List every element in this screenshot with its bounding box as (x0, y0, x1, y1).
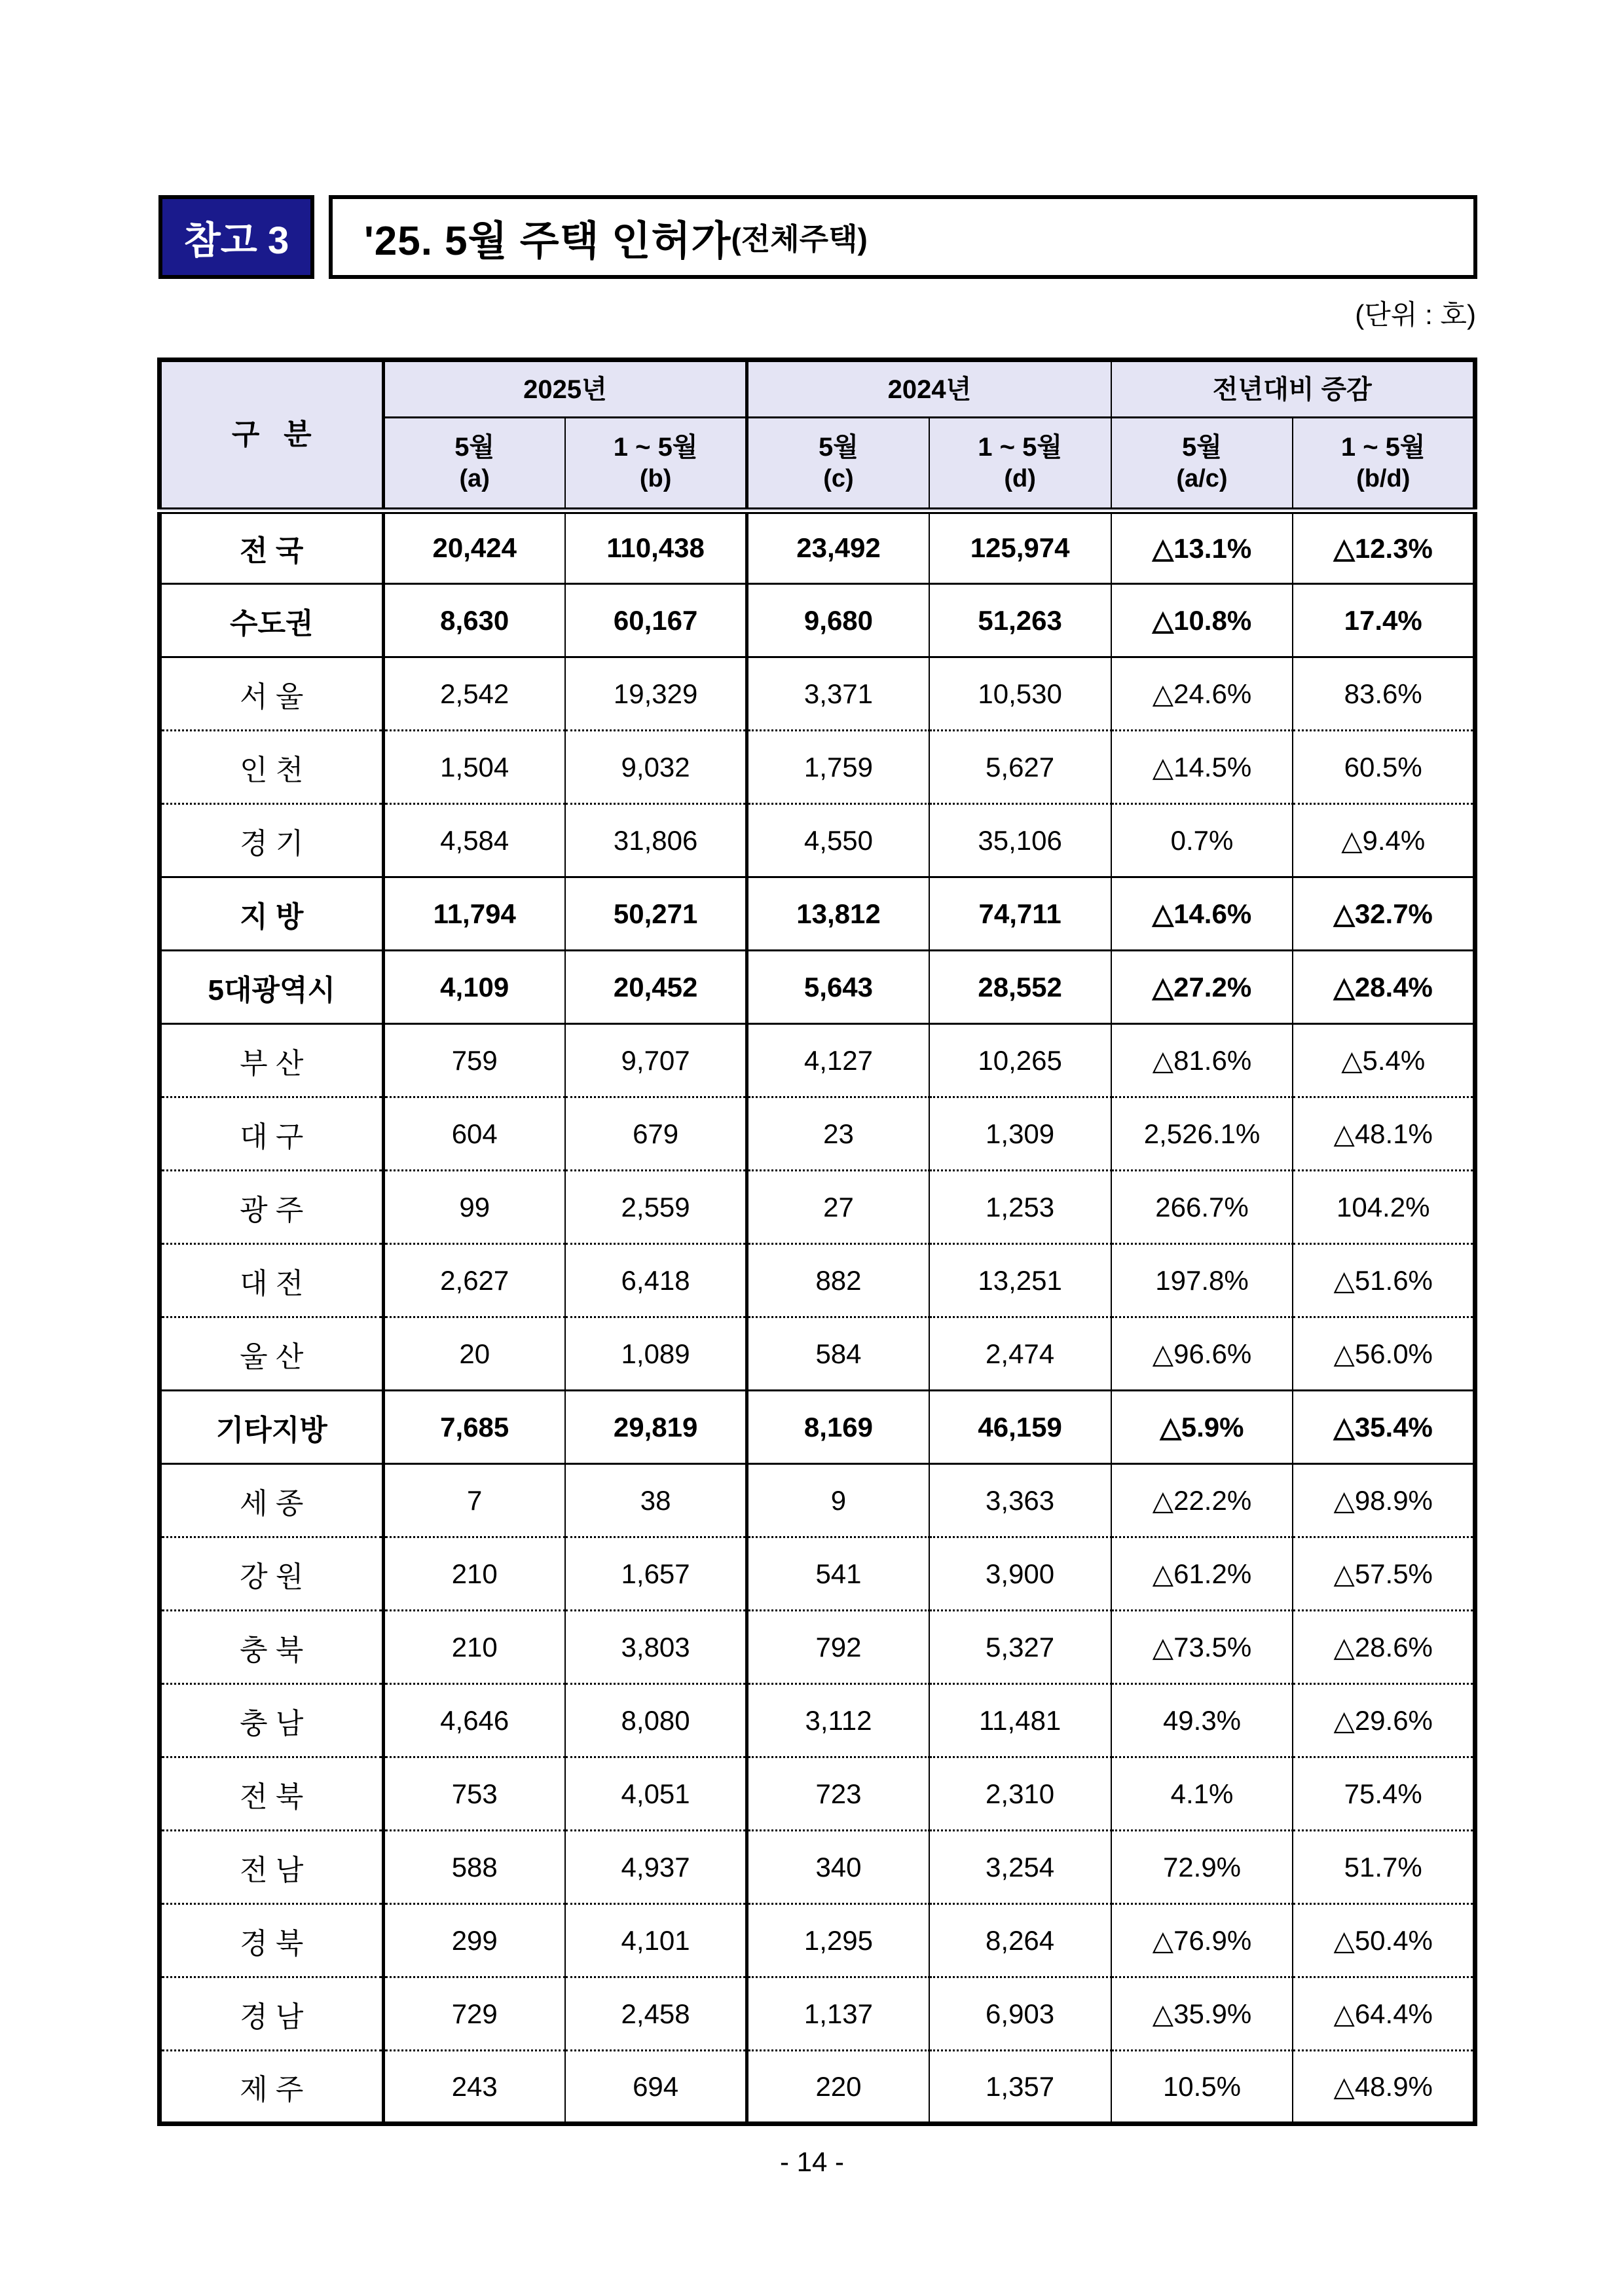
value-cell: △50.4% (1293, 1904, 1475, 1977)
value-cell: △64.4% (1293, 1977, 1475, 2051)
value-cell: 4,109 (383, 951, 565, 1024)
value-cell: 1,253 (929, 1171, 1111, 1244)
value-cell: 17.4% (1293, 584, 1475, 657)
value-cell: 2,458 (565, 1977, 747, 2051)
value-cell: 46,159 (929, 1391, 1111, 1464)
value-cell: 3,900 (929, 1537, 1111, 1611)
value-cell: 210 (383, 1611, 565, 1684)
value-cell: △73.5% (1111, 1611, 1293, 1684)
value-cell: 10.5% (1111, 2051, 1293, 2124)
value-cell: 51,263 (929, 584, 1111, 657)
value-cell: 99 (383, 1171, 565, 1244)
value-cell: 1,657 (565, 1537, 747, 1611)
table-row (160, 1391, 1475, 1464)
region-cell: 대 구 (160, 1097, 384, 1171)
table-row (160, 1977, 1475, 2051)
value-cell: 9 (747, 1464, 929, 1537)
value-cell: 210 (383, 1537, 565, 1611)
value-cell: 2,474 (929, 1317, 1111, 1391)
region-cell: 전 남 (160, 1831, 384, 1904)
value-cell: 20,452 (565, 951, 747, 1024)
table-row (160, 877, 1475, 951)
value-cell: △28.6% (1293, 1611, 1475, 1684)
value-cell: 7 (383, 1464, 565, 1537)
value-cell: △61.2% (1111, 1537, 1293, 1611)
region-cell: 전 국 (160, 511, 384, 584)
value-cell: 6,903 (929, 1977, 1111, 2051)
region-cell: 기타지방 (160, 1391, 384, 1464)
value-cell: 8,169 (747, 1391, 929, 1464)
value-cell: △14.6% (1111, 877, 1293, 951)
value-cell: 1,759 (747, 731, 929, 804)
value-cell: △12.3% (1293, 511, 1475, 584)
value-cell: △48.9% (1293, 2051, 1475, 2124)
value-cell: 4,646 (383, 1684, 565, 1757)
value-cell: △14.5% (1111, 731, 1293, 804)
region-cell: 수도권 (160, 584, 384, 657)
value-cell: 28,552 (929, 951, 1111, 1024)
table-row (160, 951, 1475, 1024)
value-cell: 9,707 (565, 1024, 747, 1097)
value-cell: 35,106 (929, 804, 1111, 877)
value-cell: 50,271 (565, 877, 747, 951)
table-row (160, 731, 1475, 804)
region-cell: 제 주 (160, 2051, 384, 2124)
value-cell: 694 (565, 2051, 747, 2124)
value-cell: △51.6% (1293, 1244, 1475, 1317)
group-header-2024: 2024년 (747, 360, 1111, 418)
value-cell: 792 (747, 1611, 929, 1684)
region-cell: 대 전 (160, 1244, 384, 1317)
value-cell: 9,032 (565, 731, 747, 804)
region-cell: 충 북 (160, 1611, 384, 1684)
value-cell: 27 (747, 1171, 929, 1244)
region-cell: 서 울 (160, 657, 384, 731)
table-row (160, 1904, 1475, 1977)
table-row (160, 511, 1475, 584)
value-cell: 4,101 (565, 1904, 747, 1977)
value-cell: △9.4% (1293, 804, 1475, 877)
table-row (160, 1611, 1475, 1684)
value-cell: 31,806 (565, 804, 747, 877)
value-cell: 679 (565, 1097, 747, 1171)
value-cell: △96.6% (1111, 1317, 1293, 1391)
value-cell: 72.9% (1111, 1831, 1293, 1904)
value-cell: 1,137 (747, 1977, 929, 2051)
value-cell: 0.7% (1111, 804, 1293, 877)
value-cell: △22.2% (1111, 1464, 1293, 1537)
group-header-yoy: 전년대비 증감 (1111, 360, 1475, 418)
value-cell: 723 (747, 1757, 929, 1831)
page-title-sub: (전체주택) (731, 222, 868, 256)
value-cell: 340 (747, 1831, 929, 1904)
value-cell: △5.9% (1111, 1391, 1293, 1464)
subheader-ac: 5월 (a/c) (1111, 418, 1293, 511)
value-cell: 8,264 (929, 1904, 1111, 1977)
value-cell: 75.4% (1293, 1757, 1475, 1831)
region-cell: 세 종 (160, 1464, 384, 1537)
value-cell: 11,481 (929, 1684, 1111, 1757)
value-cell: △5.4% (1293, 1024, 1475, 1097)
subheader-b: 1 ~ 5월 (b) (565, 418, 747, 511)
table-row (160, 1464, 1475, 1537)
value-cell: 11,794 (383, 877, 565, 951)
value-cell: △57.5% (1293, 1537, 1475, 1611)
region-cell: 지 방 (160, 877, 384, 951)
value-cell: 584 (747, 1317, 929, 1391)
subheader-a: 5월 (a) (383, 418, 565, 511)
value-cell: △81.6% (1111, 1024, 1293, 1097)
value-cell: 2,310 (929, 1757, 1111, 1831)
value-cell: 49.3% (1111, 1684, 1293, 1757)
reference-badge (158, 195, 314, 279)
table-row (160, 1684, 1475, 1757)
value-cell: 3,254 (929, 1831, 1111, 1904)
page-title: '25. 5월 주택 인허가 (364, 218, 731, 264)
value-cell: 23,492 (747, 511, 929, 584)
value-cell: 20 (383, 1317, 565, 1391)
reference-badge-label: 참고 3 (183, 219, 289, 262)
value-cell: 729 (383, 1977, 565, 2051)
value-cell: 74,711 (929, 877, 1111, 951)
table-row (160, 584, 1475, 657)
table-row (160, 2051, 1475, 2124)
value-cell: 3,803 (565, 1611, 747, 1684)
value-cell: △76.9% (1111, 1904, 1293, 1977)
unit-label: (단위 : 호) (1355, 299, 1476, 330)
value-cell: 4,051 (565, 1757, 747, 1831)
corner-header-cell: 구 분 (160, 360, 384, 511)
value-cell: 19,329 (565, 657, 747, 731)
value-cell: 4,584 (383, 804, 565, 877)
value-cell: 5,627 (929, 731, 1111, 804)
value-cell: 2,526.1% (1111, 1097, 1293, 1171)
table-header-groups (160, 360, 1475, 418)
value-cell: 753 (383, 1757, 565, 1831)
table-row (160, 1024, 1475, 1097)
region-cell: 경 남 (160, 1977, 384, 2051)
value-cell: 588 (383, 1831, 565, 1904)
value-cell: 3,371 (747, 657, 929, 731)
value-cell: 60,167 (565, 584, 747, 657)
value-cell: 10,265 (929, 1024, 1111, 1097)
value-cell: △27.2% (1111, 951, 1293, 1024)
value-cell: 2,627 (383, 1244, 565, 1317)
value-cell: 541 (747, 1537, 929, 1611)
value-cell: 2,542 (383, 657, 565, 731)
value-cell: △28.4% (1293, 951, 1475, 1024)
value-cell: 266.7% (1111, 1171, 1293, 1244)
value-cell: 1,504 (383, 731, 565, 804)
value-cell: 29,819 (565, 1391, 747, 1464)
value-cell: 10,530 (929, 657, 1111, 731)
value-cell: △48.1% (1293, 1097, 1475, 1171)
page-header (158, 195, 1477, 279)
table-row (160, 1171, 1475, 1244)
table-body (160, 511, 1475, 2124)
region-cell: 울 산 (160, 1317, 384, 1391)
value-cell: 38 (565, 1464, 747, 1537)
page-number: - 14 - (779, 2146, 845, 2177)
value-cell: 13,812 (747, 877, 929, 951)
region-cell: 광 주 (160, 1171, 384, 1244)
value-cell: 110,438 (565, 511, 747, 584)
value-cell: △10.8% (1111, 584, 1293, 657)
value-cell: 299 (383, 1904, 565, 1977)
value-cell: 604 (383, 1097, 565, 1171)
value-cell: △35.9% (1111, 1977, 1293, 2051)
region-cell: 강 원 (160, 1537, 384, 1611)
value-cell: 1,357 (929, 2051, 1111, 2124)
value-cell: 4,937 (565, 1831, 747, 1904)
subheader-c: 5월 (c) (747, 418, 929, 511)
value-cell: 23 (747, 1097, 929, 1171)
region-cell: 경 북 (160, 1904, 384, 1977)
table-row (160, 1317, 1475, 1391)
value-cell: 7,685 (383, 1391, 565, 1464)
value-cell: 20,424 (383, 511, 565, 584)
value-cell: 60.5% (1293, 731, 1475, 804)
value-cell: △32.7% (1293, 877, 1475, 951)
value-cell: △29.6% (1293, 1684, 1475, 1757)
title-box (329, 195, 1477, 279)
region-cell: 5대광역시 (160, 951, 384, 1024)
value-cell: 9,680 (747, 584, 929, 657)
table-row (160, 804, 1475, 877)
value-cell: 104.2% (1293, 1171, 1475, 1244)
value-cell: △24.6% (1111, 657, 1293, 731)
region-cell: 충 남 (160, 1684, 384, 1757)
housing-permits-table (157, 358, 1477, 2126)
value-cell: 1,295 (747, 1904, 929, 1977)
value-cell: 759 (383, 1024, 565, 1097)
value-cell: 2,559 (565, 1171, 747, 1244)
value-cell: 220 (747, 2051, 929, 2124)
value-cell: △56.0% (1293, 1317, 1475, 1391)
value-cell: 197.8% (1111, 1244, 1293, 1317)
table-row (160, 1097, 1475, 1171)
value-cell: 8,080 (565, 1684, 747, 1757)
value-cell: 4,550 (747, 804, 929, 877)
table-header (160, 360, 1475, 511)
table-row (160, 1244, 1475, 1317)
value-cell: 3,112 (747, 1684, 929, 1757)
value-cell: 5,643 (747, 951, 929, 1024)
region-cell: 인 천 (160, 731, 384, 804)
region-cell: 부 산 (160, 1024, 384, 1097)
value-cell: 4,127 (747, 1024, 929, 1097)
value-cell: 5,327 (929, 1611, 1111, 1684)
value-cell: 51.7% (1293, 1831, 1475, 1904)
value-cell: 13,251 (929, 1244, 1111, 1317)
value-cell: △13.1% (1111, 511, 1293, 584)
subheader-bd: 1 ~ 5월 (b/d) (1293, 418, 1475, 511)
value-cell: 8,630 (383, 584, 565, 657)
value-cell: △35.4% (1293, 1391, 1475, 1464)
value-cell: 882 (747, 1244, 929, 1317)
value-cell: 6,418 (565, 1244, 747, 1317)
region-cell: 경 기 (160, 804, 384, 877)
table-row (160, 1831, 1475, 1904)
table-row (160, 657, 1475, 731)
value-cell: 4.1% (1111, 1757, 1293, 1831)
value-cell: △98.9% (1293, 1464, 1475, 1537)
value-cell: 125,974 (929, 511, 1111, 584)
group-header-2025: 2025년 (383, 360, 747, 418)
value-cell: 1,089 (565, 1317, 747, 1391)
value-cell: 1,309 (929, 1097, 1111, 1171)
table-row (160, 1757, 1475, 1831)
subheader-d: 1 ~ 5월 (d) (929, 418, 1111, 511)
value-cell: 83.6% (1293, 657, 1475, 731)
value-cell: 243 (383, 2051, 565, 2124)
table-row (160, 1537, 1475, 1611)
region-cell: 전 북 (160, 1757, 384, 1831)
value-cell: 3,363 (929, 1464, 1111, 1537)
